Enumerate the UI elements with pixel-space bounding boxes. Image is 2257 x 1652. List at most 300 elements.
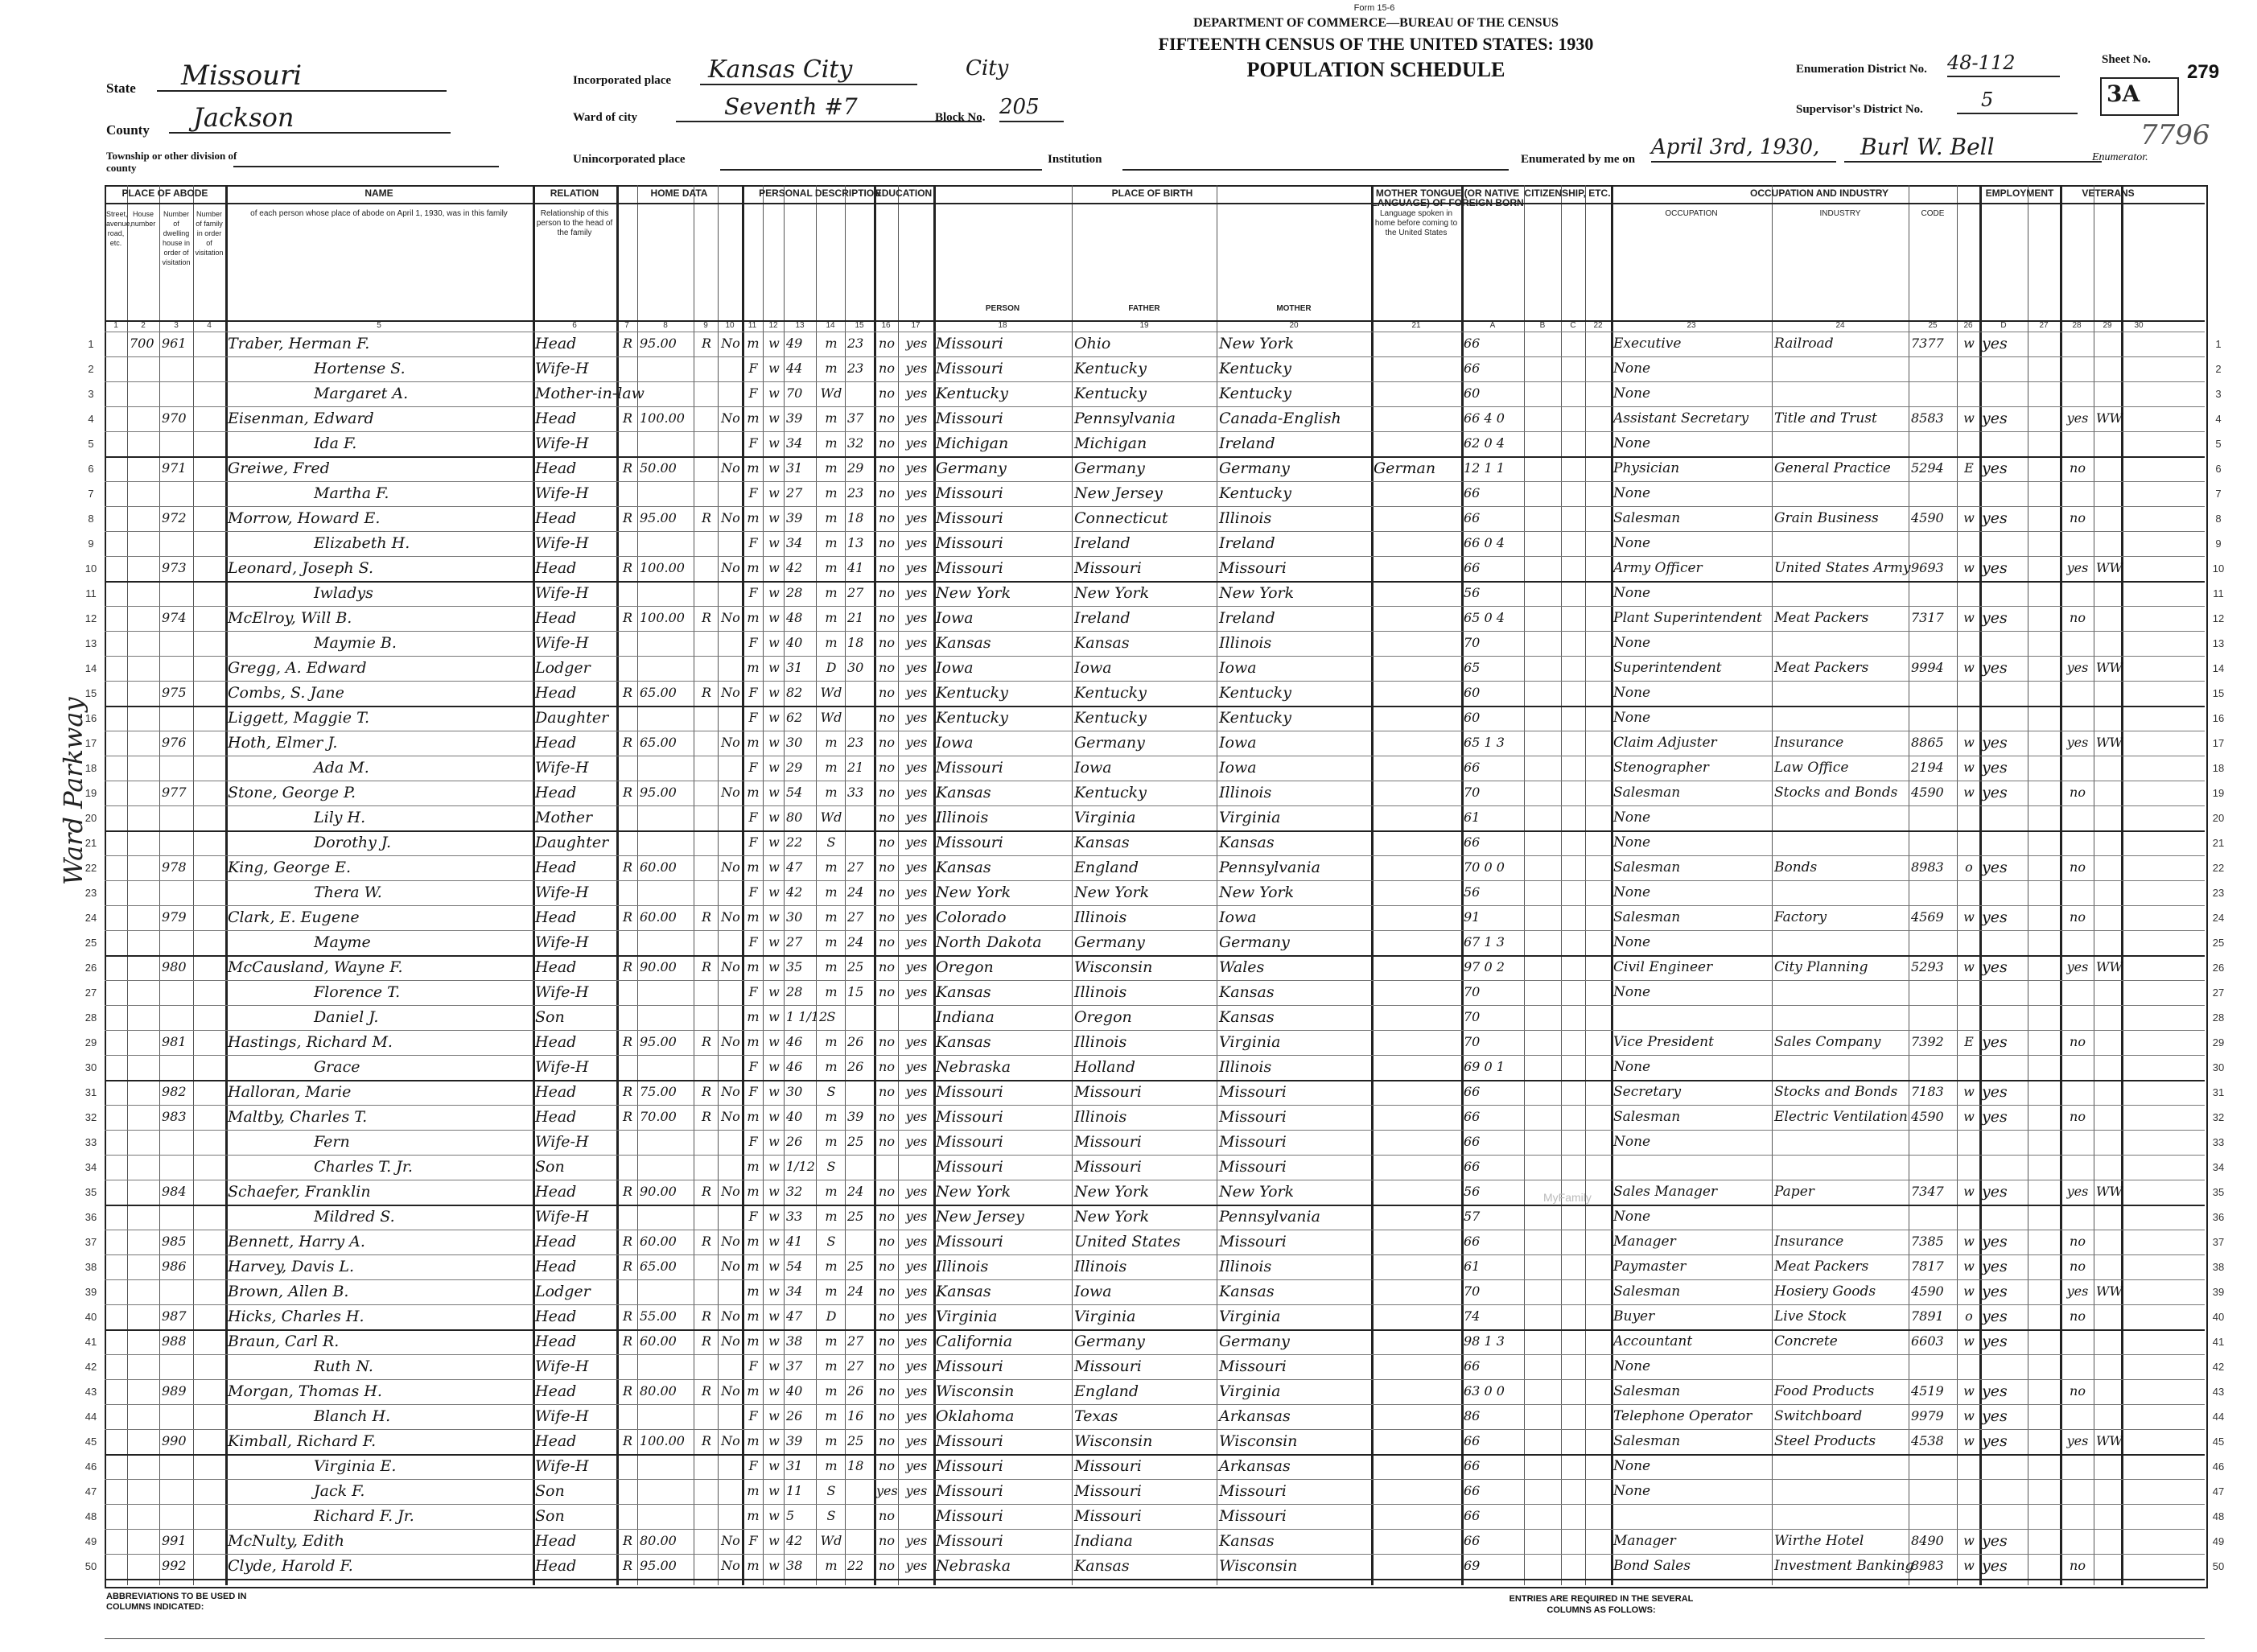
cell-ind: Insurance xyxy=(1774,1234,1844,1250)
cell-school: no xyxy=(879,1283,895,1299)
cell-code: 56 xyxy=(1464,884,1481,900)
cell-class: w xyxy=(1963,909,1975,925)
column-number: 17 xyxy=(911,321,921,330)
cell-read: yes xyxy=(905,859,928,875)
cell-school: no xyxy=(879,1259,895,1274)
cell-sex: m xyxy=(747,959,760,974)
line-number: 45 xyxy=(2212,1436,2225,1448)
cell-age: 41 xyxy=(786,1234,803,1249)
cell-birth: Missouri xyxy=(936,1233,1003,1250)
cell-age: 47 xyxy=(786,859,803,875)
cell-farm: No xyxy=(721,1184,740,1199)
cell-agem: 27 xyxy=(847,909,864,925)
cell-rel: Head xyxy=(535,734,577,752)
cell-school: no xyxy=(879,1109,895,1124)
cell-occode: 4590 xyxy=(1911,785,1944,800)
cell-class: w xyxy=(1963,735,1975,750)
cell-farm: No xyxy=(721,859,740,875)
line-number: 19 xyxy=(2212,787,2225,799)
cell-rel: Wife-H xyxy=(535,435,589,452)
line-number: 2 xyxy=(88,363,94,375)
cell-read: yes xyxy=(905,1383,928,1399)
cell-vet: yes xyxy=(2066,959,2089,974)
county-value: Jackson xyxy=(169,103,451,134)
cell-agem: 26 xyxy=(847,1059,864,1074)
line-number: 49 xyxy=(2212,1535,2225,1547)
cell-race: w xyxy=(768,735,780,750)
cell-read: yes xyxy=(905,735,928,750)
column-number: 27 xyxy=(2039,321,2049,330)
cell-code: 65 1 3 xyxy=(1464,735,1505,750)
cell-mbirth: Missouri xyxy=(1219,1507,1287,1525)
cell-age: 1/12 xyxy=(786,1159,815,1174)
cell-mbirth: Illinois xyxy=(1219,634,1272,652)
cell-ms: S xyxy=(826,1483,836,1498)
cell-school: no xyxy=(879,435,895,451)
line-number: 17 xyxy=(84,737,97,749)
line-number: 24 xyxy=(84,912,97,924)
cell-ms: m xyxy=(825,760,838,775)
cell-occ: Superintendent xyxy=(1613,660,1722,676)
cell-class: E xyxy=(1964,1034,1974,1049)
cell-tenure: R xyxy=(622,1034,633,1049)
cell-age: 39 xyxy=(786,410,803,426)
cell-ind: Meat Packers xyxy=(1774,660,1869,676)
cell-mbirth: Kansas xyxy=(1219,834,1275,851)
cell-occ: Manager xyxy=(1613,1234,1676,1250)
line-number: 32 xyxy=(2212,1111,2225,1123)
cell-birth: Wisconsin xyxy=(936,1382,1015,1400)
line-number: 6 xyxy=(2215,463,2222,475)
cell-rel: Head xyxy=(535,509,577,527)
cell-read: yes xyxy=(905,909,928,925)
cell-ind: Stocks and Bonds xyxy=(1774,1084,1898,1100)
cell-farm: No xyxy=(721,909,740,925)
cell-agem: 41 xyxy=(847,560,864,575)
cell-birth: Missouri xyxy=(936,759,1003,777)
line-number: 28 xyxy=(84,1011,97,1024)
cell-birth: Iowa xyxy=(936,609,974,627)
cell-name: Maymie B. xyxy=(314,634,397,652)
abbreviations-title: ABBREVIATIONS TO BE USED IN COLUMNS INDICATED: xyxy=(106,1592,247,1612)
cell-occ: None xyxy=(1613,585,1651,601)
cell-fbirth: Illinois xyxy=(1074,983,1127,1001)
cell-agem: 26 xyxy=(847,1034,864,1049)
column-number: 14 xyxy=(826,321,835,330)
cell-code: 70 0 0 xyxy=(1464,859,1505,875)
cell-occ: Vice President xyxy=(1613,1034,1714,1050)
line-number: 32 xyxy=(84,1111,97,1123)
cell-occ: None xyxy=(1613,1358,1651,1374)
cell-read: yes xyxy=(905,535,928,550)
column-number: 7 xyxy=(624,321,629,330)
cell-code: 61 xyxy=(1464,810,1481,825)
cell-age: 49 xyxy=(786,336,803,351)
cell-occ: Salesman xyxy=(1613,1283,1681,1300)
watermark: MyFamily xyxy=(1543,1191,1592,1204)
cell-occ: Manager xyxy=(1613,1533,1676,1549)
cell-school: no xyxy=(879,1134,895,1149)
cell-birth: Missouri xyxy=(936,410,1003,427)
cell-school: no xyxy=(879,460,895,476)
cell-name: Martha F. xyxy=(314,484,389,502)
cell-sex: m xyxy=(747,460,760,476)
cell-name: Ada M. xyxy=(314,759,369,777)
cell-class: w xyxy=(1963,1234,1975,1249)
cell-name: Kimball, Richard F. xyxy=(228,1432,377,1450)
cell-school: no xyxy=(879,635,895,650)
cell-tenure: R xyxy=(622,735,633,750)
cell-sex: F xyxy=(748,1408,758,1423)
cell-mbirth: Ireland xyxy=(1219,534,1275,552)
cell-occ: None xyxy=(1613,685,1651,701)
cell-age: 30 xyxy=(786,1084,803,1099)
cell-farm: No xyxy=(721,1433,740,1448)
cell-code: 63 0 0 xyxy=(1464,1383,1505,1399)
cell-name: Grace xyxy=(314,1058,360,1076)
cell-code: 66 xyxy=(1464,1084,1481,1099)
cell-mbirth: Kansas xyxy=(1219,1283,1275,1300)
cell-class: o xyxy=(1965,1308,1973,1324)
cell-name: Elizabeth H. xyxy=(314,534,410,552)
cell-birth: Missouri xyxy=(936,1108,1003,1126)
cell-name: McCausland, Wayne F. xyxy=(228,958,403,976)
cell-ms: Wd xyxy=(820,810,842,825)
cell-mbirth: New York xyxy=(1219,1183,1295,1201)
cell-mbirth: Arkansas xyxy=(1219,1407,1291,1425)
cell-agem: 23 xyxy=(847,360,864,376)
cell-value: 90.00 xyxy=(640,959,677,974)
column-number: 25 xyxy=(1928,321,1938,330)
cell-occ: Executive xyxy=(1613,336,1682,352)
cell-school: no xyxy=(879,685,895,700)
enumerator-name: Burl W. Bell xyxy=(1844,134,2102,163)
cell-race: w xyxy=(768,1009,780,1024)
cell-work: yes xyxy=(1982,1557,2008,1575)
cell-sex: F xyxy=(748,834,758,850)
cell-race: w xyxy=(768,560,780,575)
cell-read: yes xyxy=(905,1059,928,1074)
column-number: D xyxy=(2000,321,2007,330)
cell-rel: Wife-H xyxy=(535,1133,589,1151)
cell-school: no xyxy=(879,859,895,875)
cell-read: yes xyxy=(905,635,928,650)
cell-farm: No xyxy=(721,1333,740,1349)
cell-age: 31 xyxy=(786,660,803,675)
cell-sex: F xyxy=(748,485,758,501)
cell-ind: Sales Company xyxy=(1774,1034,1881,1050)
cell-rel: Mother-in-law xyxy=(535,385,645,402)
cell-age: 26 xyxy=(786,1408,803,1423)
cell-agem: 25 xyxy=(847,959,864,974)
cell-name: Eisenman, Edward xyxy=(228,410,374,427)
cell-birth: North Dakota xyxy=(936,933,1042,951)
cell-occ: Salesman xyxy=(1613,1109,1681,1125)
cell-rel: Head xyxy=(535,1033,577,1051)
line-number: 5 xyxy=(2215,438,2222,450)
cell-fbirth: Holland xyxy=(1074,1058,1135,1076)
line-number: 34 xyxy=(84,1161,97,1173)
cell-birth: Missouri xyxy=(936,335,1003,352)
cell-ms: m xyxy=(825,1134,838,1149)
cell-vet: yes xyxy=(2066,735,2089,750)
cell-race: w xyxy=(768,585,780,600)
cell-ms: m xyxy=(825,1259,838,1274)
cell-ind: United States Army xyxy=(1774,560,1911,576)
cell-fbirth: Germany xyxy=(1074,933,1145,951)
cell-occ: Plant Superintendent xyxy=(1613,610,1762,626)
cell-race: w xyxy=(768,834,780,850)
cell-agem: 21 xyxy=(847,760,864,775)
column-header: INDUSTRY xyxy=(1819,209,1861,218)
cell-rel: Head xyxy=(535,684,577,702)
cell-value: 100.00 xyxy=(640,1433,685,1448)
cell-read: yes xyxy=(905,834,928,850)
cell-occode: 5293 xyxy=(1911,959,1944,974)
cell-code: 66 xyxy=(1464,1533,1481,1548)
cell-fbirth: Germany xyxy=(1074,1333,1145,1350)
cell-sex: m xyxy=(747,1383,760,1399)
cell-mbirth: Illinois xyxy=(1219,784,1272,801)
cell-work: yes xyxy=(1982,734,2008,752)
cell-occode: 7183 xyxy=(1911,1084,1944,1099)
cell-rel: Head xyxy=(535,559,577,577)
cell-name: Clyde, Harold F. xyxy=(228,1557,353,1575)
cell-dwelling: 961 xyxy=(162,336,187,351)
cell-dwelling: 972 xyxy=(162,510,187,525)
cell-radio: R xyxy=(701,510,712,525)
cell-age: 27 xyxy=(786,934,803,950)
cell-fbirth: Missouri xyxy=(1074,1158,1142,1176)
cell-school: no xyxy=(879,1034,895,1049)
unincorporated-line xyxy=(720,167,1042,171)
cell-sex: m xyxy=(747,1159,760,1174)
column-number: 26 xyxy=(1963,321,1973,330)
cell-occ: None xyxy=(1613,1458,1651,1474)
line-number: 20 xyxy=(84,812,97,824)
cell-birth: Indiana xyxy=(936,1008,995,1026)
cell-ms: Wd xyxy=(820,685,842,700)
cell-agem: 29 xyxy=(847,460,864,476)
cell-school: no xyxy=(879,1533,895,1548)
cell-fbirth: Illinois xyxy=(1074,1258,1127,1275)
cell-code: 65 0 4 xyxy=(1464,610,1505,625)
line-number: 39 xyxy=(84,1286,97,1298)
cell-vet: no xyxy=(2070,1558,2086,1573)
cell-name: Iwladys xyxy=(314,584,373,602)
cell-sex: m xyxy=(747,909,760,925)
cell-ms: m xyxy=(825,909,838,925)
cell-school: no xyxy=(879,909,895,925)
cell-mbirth: Kansas xyxy=(1219,1008,1275,1026)
cell-occode: 7392 xyxy=(1911,1034,1944,1049)
cell-value: 55.00 xyxy=(640,1308,677,1324)
cell-occ: Salesman xyxy=(1613,859,1681,875)
cell-ind: Meat Packers xyxy=(1774,1259,1869,1275)
cell-occode: 4590 xyxy=(1911,510,1944,525)
cell-farm: No xyxy=(721,1383,740,1399)
cell-code: 66 xyxy=(1464,1483,1481,1498)
cell-tenure: R xyxy=(622,1259,633,1274)
cell-school: no xyxy=(879,1458,895,1473)
cell-ind: Paper xyxy=(1774,1184,1814,1200)
cell-radio: R xyxy=(701,1184,712,1199)
cell-fbirth: Pennsylvania xyxy=(1074,410,1176,427)
line-number: 34 xyxy=(2212,1161,2225,1173)
cell-agem: 37 xyxy=(847,410,864,426)
cell-name: Greiwe, Fred xyxy=(228,459,330,477)
cell-dwelling: 992 xyxy=(162,1558,187,1573)
cell-work: yes xyxy=(1982,659,2008,677)
cell-school: no xyxy=(879,735,895,750)
supervisor-label: Supervisor's District No. xyxy=(1796,103,1923,116)
cell-birth: California xyxy=(936,1333,1013,1350)
cell-rel: Wife-H xyxy=(535,933,589,951)
cell-read: yes xyxy=(905,685,928,700)
cell-occ: None xyxy=(1613,485,1651,501)
cell-occode: 2194 xyxy=(1911,760,1944,775)
column-header: House number xyxy=(130,210,156,228)
cell-code: 66 xyxy=(1464,336,1481,351)
cell-school: no xyxy=(879,410,895,426)
cell-vet: yes xyxy=(2066,1433,2089,1448)
column-number: 12 xyxy=(768,321,778,330)
ward-label: Ward of city xyxy=(573,111,637,124)
cell-mbirth: Wisconsin xyxy=(1219,1557,1298,1575)
cell-school: no xyxy=(879,610,895,625)
cell-sex: F xyxy=(748,535,758,550)
column-header: Relationship of this person to the head of the family xyxy=(536,209,613,237)
cell-war: WW xyxy=(2096,560,2123,575)
cell-birth: Missouri xyxy=(936,1133,1003,1151)
cell-mbirth: Arkansas xyxy=(1219,1457,1291,1475)
cell-occode: 9994 xyxy=(1911,660,1944,675)
cell-vet: yes xyxy=(2066,410,2089,426)
cell-dwelling: 971 xyxy=(162,460,187,476)
column-number: 11 xyxy=(748,321,757,330)
cell-fbirth: Kentucky xyxy=(1074,385,1147,402)
cell-fbirth: Iowa xyxy=(1074,1283,1112,1300)
cell-occode: 7817 xyxy=(1911,1259,1944,1274)
cell-value: 100.00 xyxy=(640,610,685,625)
line-number: 44 xyxy=(84,1411,97,1423)
cell-ms: Wd xyxy=(820,1533,842,1548)
cell-name: Margaret A. xyxy=(314,385,409,402)
cell-name: Hicks, Charles H. xyxy=(228,1308,364,1325)
column-number: 28 xyxy=(2072,321,2082,330)
line-number: 16 xyxy=(2212,712,2225,724)
line-number: 36 xyxy=(2212,1211,2225,1223)
line-number: 11 xyxy=(2213,587,2224,599)
cell-vet: no xyxy=(2070,510,2086,525)
cell-rel: Head xyxy=(535,784,577,801)
line-number: 31 xyxy=(84,1086,97,1098)
cell-farm: No xyxy=(721,460,740,476)
cell-class: w xyxy=(1963,510,1975,525)
cell-code: 66 xyxy=(1464,1134,1481,1149)
cell-school: no xyxy=(879,934,895,950)
line-number: 27 xyxy=(2212,987,2225,999)
cell-occ: Bond Sales xyxy=(1613,1558,1691,1574)
cell-ms: m xyxy=(825,1034,838,1049)
cell-sex: F xyxy=(748,360,758,376)
cell-mbirth: New York xyxy=(1219,335,1295,352)
cell-code: 66 xyxy=(1464,1159,1481,1174)
cell-vet: no xyxy=(2070,1259,2086,1274)
cell-rel: Head xyxy=(535,459,577,477)
cell-ind: Steel Products xyxy=(1774,1433,1876,1449)
cell-code: 60 xyxy=(1464,685,1481,700)
cell-sex: m xyxy=(747,1433,760,1448)
cell-rel: Wife-H xyxy=(535,1058,589,1076)
cell-name: Stone, George P. xyxy=(228,784,356,801)
cell-school: no xyxy=(879,1084,895,1099)
cell-ms: m xyxy=(825,1059,838,1074)
cell-occode: 4519 xyxy=(1911,1383,1944,1399)
line-number: 3 xyxy=(2215,388,2222,400)
cell-work: yes xyxy=(1982,784,2008,801)
cell-value: 95.00 xyxy=(640,1558,677,1573)
cell-occ: Sales Manager xyxy=(1613,1184,1718,1200)
cell-fbirth: Missouri xyxy=(1074,1357,1142,1375)
cell-radio: R xyxy=(701,610,712,625)
cell-occ: Assistant Secretary xyxy=(1613,410,1749,426)
cell-ms: m xyxy=(825,1333,838,1349)
column-header: Number of dwelling house in order of visitation xyxy=(162,210,191,266)
cell-value: 90.00 xyxy=(640,1184,677,1199)
cell-rel: Head xyxy=(535,1532,577,1550)
group-header: OCCUPATION AND INDUSTRY xyxy=(1750,187,1888,199)
line-number: 10 xyxy=(2212,562,2225,575)
cell-mbirth: Illinois xyxy=(1219,1258,1272,1275)
cell-rel: Lodger xyxy=(535,1283,591,1300)
line-number: 29 xyxy=(2212,1036,2225,1048)
column-number: 23 xyxy=(1687,321,1696,330)
cell-read: yes xyxy=(905,810,928,825)
line-number: 37 xyxy=(84,1236,97,1248)
cell-work: yes xyxy=(1982,1033,2008,1051)
cell-mbirth: Missouri xyxy=(1219,1108,1287,1126)
cell-read: yes xyxy=(905,1358,928,1374)
cell-birth: Kansas xyxy=(936,784,991,801)
cell-code: 57 xyxy=(1464,1209,1481,1224)
cell-read: yes xyxy=(905,1234,928,1249)
cell-war: WW xyxy=(2096,1184,2123,1199)
cell-name: Braun, Carl R. xyxy=(228,1333,340,1350)
cell-ms: m xyxy=(825,959,838,974)
cell-race: w xyxy=(768,1109,780,1124)
cell-occ: Salesman xyxy=(1613,1383,1681,1399)
cell-occ: None xyxy=(1613,1209,1651,1225)
column-header: of each person whose place of abode on April 1, 1930, was in this family xyxy=(250,209,508,218)
cell-vet: no xyxy=(2070,909,2086,925)
cell-read: yes xyxy=(905,460,928,476)
cell-occode: 6603 xyxy=(1911,1333,1944,1349)
line-number: 27 xyxy=(84,987,97,999)
cell-age: 82 xyxy=(786,685,803,700)
cell-value: 60.00 xyxy=(640,1234,677,1249)
cell-dwelling: 983 xyxy=(162,1109,187,1124)
cell-farm: No xyxy=(721,735,740,750)
cell-birth: Missouri xyxy=(936,1457,1003,1475)
cell-agem: 25 xyxy=(847,1209,864,1224)
cell-read: yes xyxy=(905,1184,928,1199)
cell-ms: m xyxy=(825,510,838,525)
cell-rel: Son xyxy=(535,1482,565,1500)
cell-occode: 7317 xyxy=(1911,610,1944,625)
cell-fbirth: Wisconsin xyxy=(1074,958,1153,976)
cell-birth: Missouri xyxy=(936,360,1003,377)
